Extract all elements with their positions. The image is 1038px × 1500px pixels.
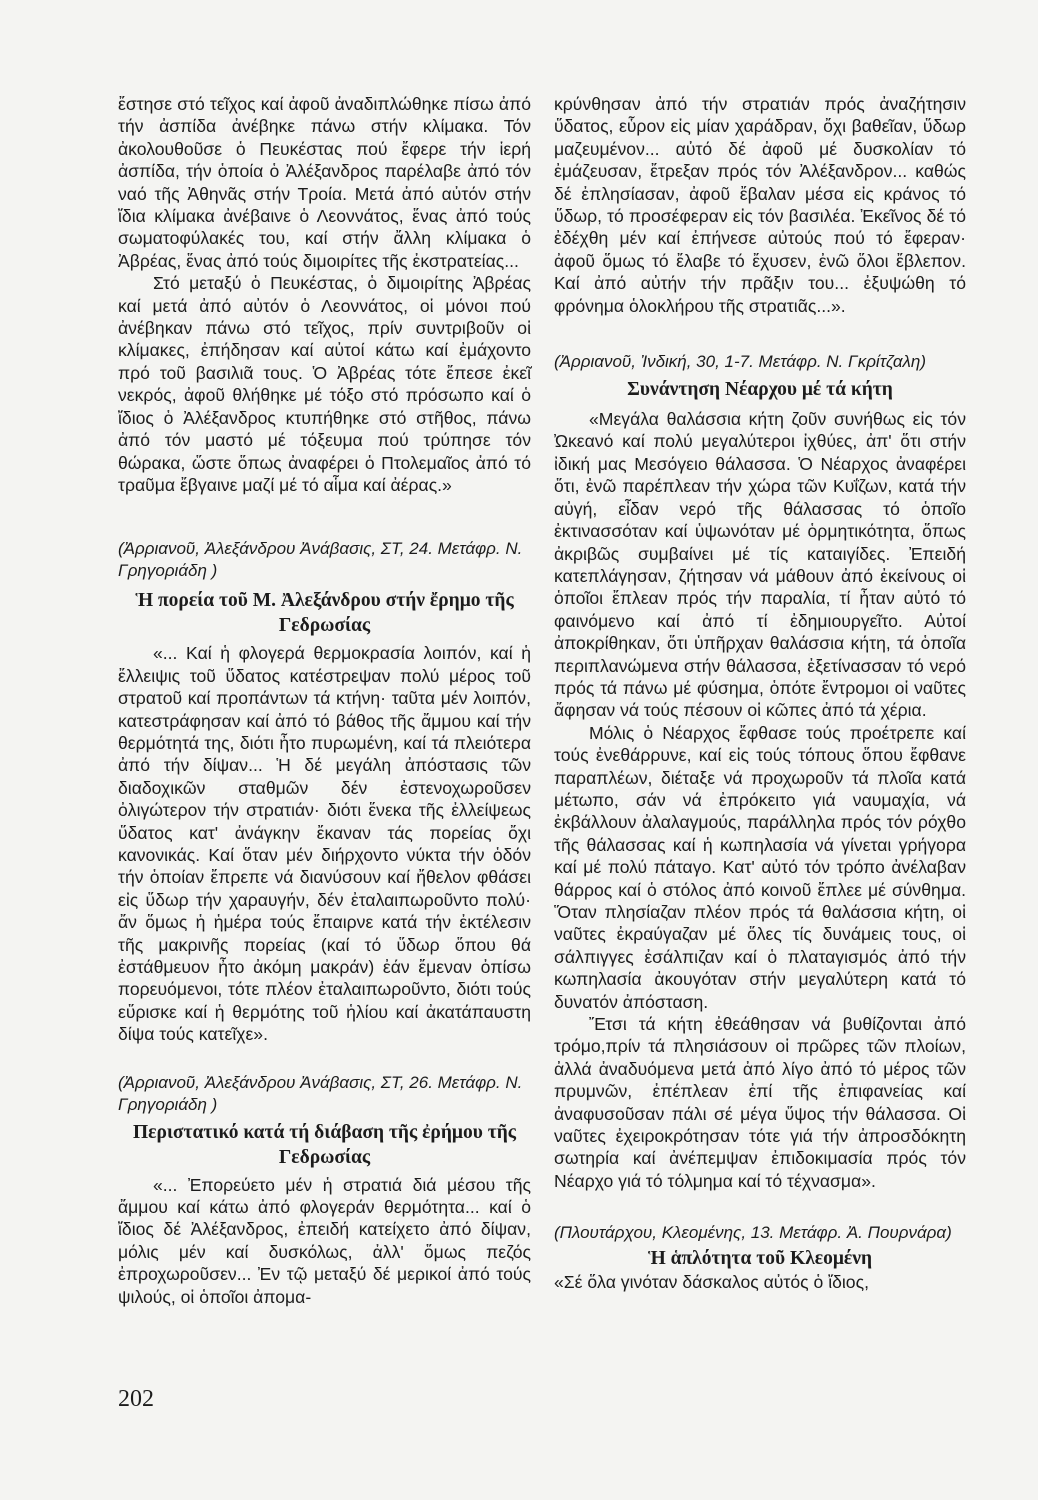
left-paragraph-1: ἔστησε στό τεῖχος καί ἀφοῦ ἀναδιπλώθηκε πίσω ἀπό τήν ἀσπίδα ἀνέβηκε πάνω στήν κλίμακα. Τόν ἀκολουθοῦσε ὁ Πευκέστας πού ἔφερε τήν ἱερή ἀσπίδα, τήν ὁποία ὁ Ἀλέξανδρος παρέλαβε ἀπό τόν ναό τῆς Ἀθηνᾶς στήν Τροία. Μετά ἀπό αὐτόν στήν ἴδια κλίμακα ἀνέβαινε ὁ Λεοννάτος, ἕνας ἀπό τούς σωματοφύλακές του, καί στήν ἄλλη κλίμακα ὁ Ἀβρέας, ἕνας ἀπό τούς διμοιρίτες τῆς ἐκστρατείας... bbox=[118, 94, 531, 271]
right-citation-2: (Πλουτάρχου, Κλεομένης, 13. Μετάφρ. Ἀ. Πουρνάρα) bbox=[554, 1223, 952, 1243]
right-heading-2: Ἡ ἁπλότητα τοῦ Κλεομένη bbox=[647, 1248, 873, 1270]
right-paragraph-3: Μόλις ὁ Νέαρχος ἔφθασε τούς προέτρεπε καί τούς ἐνεθάρρυνε, καί εἰς τούς τόπους ὅπου ἔφθανε παραπλέων, διέταξε νά προχωροῦν τά πλοῖα κατά μέτωπο, σάν νά ἐπρόκειτο γιά ναυμαχία, νά ἐκβάλλουν ἀλαλαγμούς, παράλληλα πρός τόν ρόχθο τῆς θάλασσας καί ἡ κωπηλασία νά γίνεται γρήγορα καί μέ πολύ πάταγο. Κατ' αὐτό τόν τρόπο ἀνέλαβαν θάρρος καί ὁ στόλος ἀπό κοινοῦ ἔπλεε μέ σύνθημα. Ὅταν πλησίαζαν πλέον πρός τά θαλάσσια κήτη, οἱ ναῦτες ἐκραύγαζαν μέ ὅλες τίς δυνάμεις τους, οἱ σάλπιγγες ἐσάλπιζαν καί ὁ πλαταγισμός ἀπό τήν κωπηλασία ἀκουγόταν στήν μεγαλύτερη κατά τό δυνατόν ἀπόσταση. bbox=[554, 722, 966, 1012]
left-paragraph-2: Στό μεταξύ ὁ Πευκέστας, ὁ διμοιρίτης Ἀβρέας καί μετά ἀπό αὐτόν ὁ Λεοννάτος, οἱ μόνοι πού ἀνέβηκαν πάνω στό τεῖχος, πρίν συντριβοῦν οἱ κλίμακες, ἐπήδησαν καί αὐτοί κάτω καί ἐμάχοντο πρό τοῦ βασιλιᾶ τους. Ὁ Ἀβρέας τότε ἔπεσε ἐκεῖ νεκρός, ἀφοῦ θλήθηκε μέ τόξο στό πρόσωπο καί ὁ ἴδιος ὁ Ἀλέξανδρος κτυπήθηκε στό στῆθος, πάνω ἀπό τόν μαστό μέ τόξευμα πού τρύπησε τόν θώρακα, ὥστε ὅπως ἀναφέρει ὁ Πτολεμαῖος ἀπό τό τραῦμα ἔβγαινε μαζί μέ τό αἷμα καί ἀέρας.» bbox=[118, 273, 531, 495]
right-heading-1: Συνάντηση Νέαρχου μέ τά κήτη bbox=[627, 379, 893, 401]
left-column bbox=[118, 93, 531, 1308]
left-citation-2: (Ἀρριανοῦ, Ἀλεξάνδρου Ἀνάβασις, ΣΤ, 26. Μετάφρ. Ν. Γρηγοριάδη ) bbox=[118, 1072, 523, 1114]
left-paragraph-4: «... Ἐπορεύετο μέν ἡ στρατιά διά μέσου τῆς ἄμμου καί κάτω ἀπό φλογεράν θερμότητα... καί ὁ ἴδιος δέ Ἀλέξανδρος, ἐπειδή κατείχετο ἀπό δίψαν, μόλις μέν καί δυσκόλως, ἀλλ' ὅμως πεζός ἐπροχωροῦσεν... Ἐν τῷ μεταξύ δέ μερικοί ἀπό τούς ψιλούς, οἱ ὁποῖοι ἀπομα- bbox=[118, 1174, 531, 1307]
right-paragraph-2: «Μεγάλα θαλάσσια κήτη ζοῦν συνήθως εἰς τόν Ὠκεανό καί πολύ μεγαλύτεροι ἰχθύες, ἀπ' ὅτι στήν ἰδική μας Μεσόγειο θάλασσα. Ὁ Νέαρχος ἀναφέρει ὅτι, ἐνῶ παρέπλεαν τήν χώρα τῶν Κυΐζων, κατά τήν αὐγή, εἶδαν νερό τῆς θάλασσας τό ὁποῖο ἐκτινασσόταν καί ὑψωνόταν μέ ὁρμητικότητα, ὅπως ἀκριβῶς συμβαίνει μέ τίς καταιγίδες. Ἐπειδή κατεπλάγησαν, ζήτησαν νά μάθουν ἀπό ἐκείνους οἱ ὁποῖοι ἔπλεαν πρός τήν παραλία, τί ἦταν αὐτό τό φαινόμενο καί ἀπό τί ἐδημιουργεῖτο. Αὐτοί ἀποκρίθηκαν, ὅτι ὑπῆρχαν θαλάσσια κήτη, τά ὁποῖα περιπλανώμενα στήν θάλασσα, ἐξετίνασσαν τό νερό πρός τά πάνω μέ φύσημα, ὁπότε ἔντρομοι οἱ ναῦτες ἄφησαν νά τούς πέσουν οἱ κῶπες ἀπό τά χέρια. bbox=[554, 409, 966, 721]
left-heading-2: Περιστατικό κατά τή διάβαση τῆς ἐρήμου τῆς Γεδρωσίας bbox=[132, 1121, 517, 1168]
right-paragraph-5: «Σέ ὅλα γινόταν δάσκαλος αὐτός ὁ ἴδιος, bbox=[554, 1272, 869, 1293]
left-heading-1: Ἡ πορεία τοῦ Μ. Ἀλεξάνδρου στήν ἔρημο τῆς Γεδρωσίας bbox=[135, 590, 514, 637]
left-citation-1: (Ἀρριανοῦ, Ἀλεξάνδρου Ἀνάβασις, ΣΤ, 24. Μετάφρ. Ν. Γρηγοριάδη ) bbox=[118, 539, 523, 581]
page-number: 202 bbox=[118, 1386, 154, 1412]
right-paragraph-4: Ἔτσι τά κήτη ἐθεάθησαν νά βυθίζονται ἀπό τρόμο,πρίν τά πλησιάσουν οἱ πρῶρες τῶν πλοίων, ἀλλά ἀναδυόμενα μετά ἀπό λίγο ἀπό τό μέρος τῶν πρυμνῶν, ἐπέπλεαν ἐπί τῆς ἐπιφανείας καί ἀναφυσοῦσαν πάλι σέ μέγα ὕψος τήν θάλασσα. Οἱ ναῦτες ἐχειροκρότησαν τότε γιά τήν ἀπροσδόκητη σωτηρία καί ἀνέπεμψαν ἐπιδοκιμασία πρός τόν Νέαρχο γιά τό τόλμημα καί τό τέχνασμα». bbox=[554, 1014, 966, 1191]
left-paragraph-3: «... Καί ἡ φλογερά θερμοκρασία λοιπόν, καί ἡ ἔλλειψις τοῦ ὕδατος κατέστρεψαν πολύ μέρος τοῦ στρατοῦ καί προπάντων τά κτήνη· ταῦτα μέν λοιπόν, κατεστράφησαν καί ἀπό τό βάθος τῆς ἄμμου καί τήν θερμότητά της, διότι ἦτο πυρωμένη, καί τά πλειότερα ἀπό τήν δίψαν... Ἡ δέ μεγάλη ἀπόστασις τῶν διαδοχικῶν σταθμῶν δέν ἐστενοχωροῦσεν ὀλιγώτερον τήν στρατιάν· διότι ἕνεκα τῆς ἐλλείψεως ὕδατος κατ' ἀνάγκην ἔκαναν τάς πορείας ὄχι κανονικάς. Καί ὅταν μέν διήρχοντο νύκτα τήν ὁδόν τήν ὁποίαν ἔπρεπε νά διανύσουν καί ἤθελον φθάσει εἰς ὕδωρ τήν χαραυγήν, δέν ἐταλαιπωροῦντο πολύ· ἄν ὅμως ἡ ἡμέρα τούς ἔπαιρνε κατά τήν ἐκτέλεσιν τῆς μακρινῆς πορείας (καί τό ὕδωρ ὅπου θά ἐστάθμευον ἦτο ἀκόμη μακράν) ἐάν ἔμεναν ὀπίσω πορευόμενοι, τότε πλέον ἐταλαιπωροῦντο, διότι τούς εὕρισκε καί ἡ θερμότης τοῦ ἡλίου καί ἀκατάπαυστη δίψα τούς κατεῖχε». bbox=[118, 643, 531, 1045]
right-paragraph-1: κρύνθησαν ἀπό τήν στρατιάν πρός ἀναζήτησιν ὕδατος, εὗρον εἰς μίαν χαράδραν, ὄχι βαθεῖαν, ὕδωρ μαζευμένον... αὐτό δέ ἀφοῦ μέ δυσκολίαν τό ἐμάζευσαν, ἔτρεξαν πρός τόν Ἀλέξανδρον... καθώς δέ ἐπλησίασαν, ἀφοῦ ἔβαλαν μέσα εἰς κράνος τό ὕδωρ, τό προσέφεραν εἰς τόν βασιλέα. Ἐκεῖνος δέ τό ἐδέχθη μέν καί ἐπήνεσε αὐτούς πού τό ἔφεραν· ἀφοῦ ὅμως τό ἔλαβε τό ἔχυσεν, ἐνῶ ὅλοι ἔβλεπον. Καί ἀπό αὐτήν τήν πρᾶξιν του... ἐξυψώθη τό φρόνημα ὁλοκλήρου τῆς στρατιᾶς...». bbox=[554, 94, 966, 316]
right-citation-1: (Ἀρριανοῦ, Ἰνδική, 30, 1-7. Μετάφρ. Ν. Γκρίτζαλη) bbox=[554, 352, 927, 372]
right-column bbox=[554, 93, 966, 1294]
